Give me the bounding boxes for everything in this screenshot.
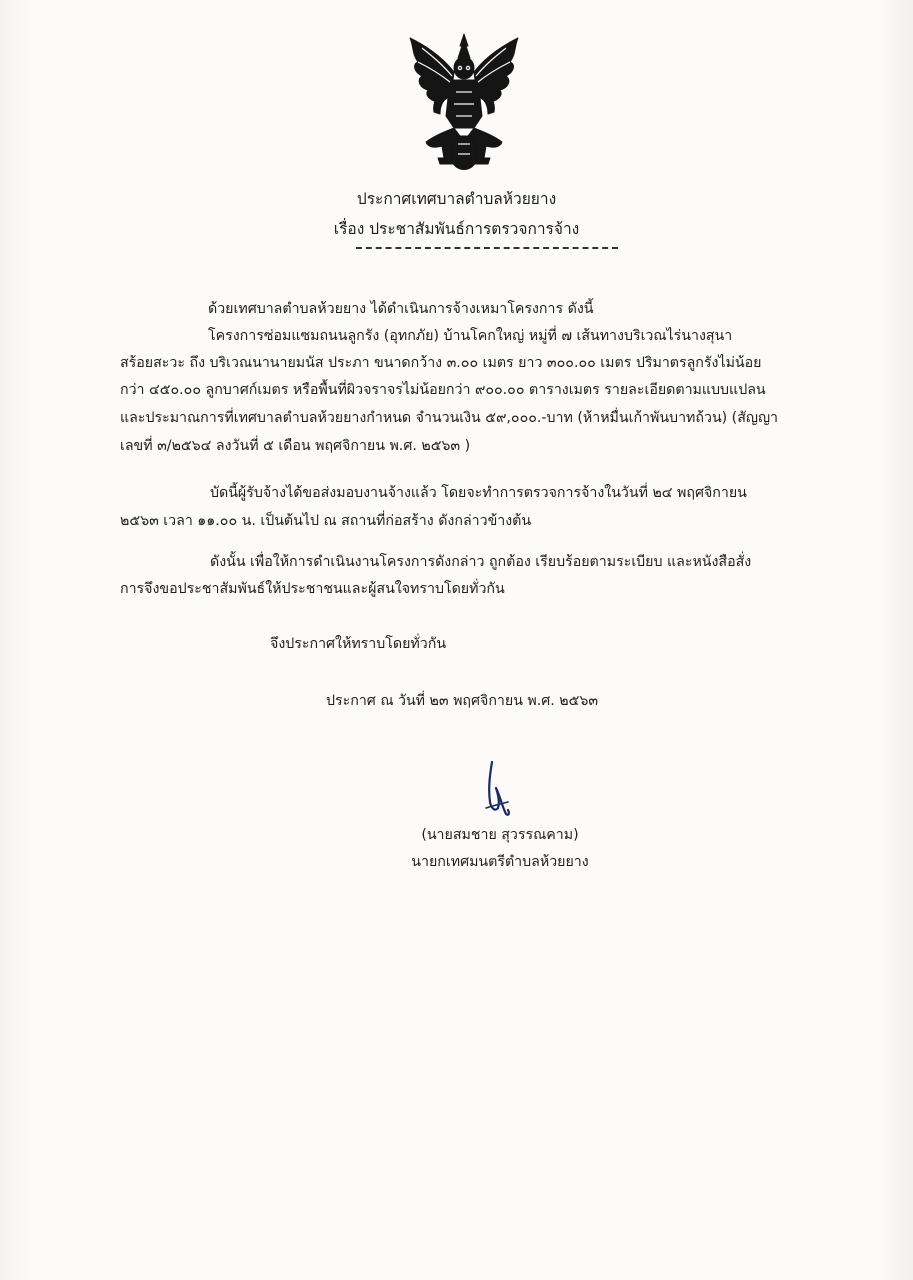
- paragraph-line: กว่า ๔๕๐.๐๐ ลูกบาศก์เมตร หรือพื้นที่ผิวจราจรไม่น้อยกว่า ๙๐๐.๐๐ ตารางเมตร รายละเอียดตามแบบแปลน: [120, 382, 766, 398]
- announcement-date: ประกาศ ณ วันที่ ๒๓ พฤศจิกายน พ.ศ. ๒๕๖๓: [326, 693, 599, 709]
- header-divider: [356, 247, 618, 249]
- signatory-position: นายกเทศมนตรีตำบลห้วยยาง: [411, 854, 589, 870]
- paragraph-line: ด้วยเทศบาลตำบลห้วยยาง ได้ดำเนินการจ้างเหมาโครงการ ดังนี้: [208, 301, 594, 317]
- paragraph-line: และประมาณการที่เทศบาลตำบลห้วยยางกำหนด จำนวนเงิน ๕๙,๐๐๐.-บาท (ห้าหมื่นเก้าพันบาทถ้วน) (สัญญา: [120, 410, 779, 426]
- paragraph-line: ดังนั้น เพื่อให้การดำเนินงานโครงการดังกล่าว ถูกต้อง เรียบร้อยตามระเบียบ และหนังสือสั่ง: [210, 554, 752, 570]
- paragraph-line: การจึงขอประชาสัมพันธ์ให้ประชาชนและผู้สนใจทราบโดยทั่วกัน: [120, 581, 505, 597]
- paragraph-line: บัดนี้ผู้รับจ้างได้ขอส่งมอบงานจ้างแล้ว โดยจะทำการตรวจการจ้างในวันที่ ๒๔ พฤศจิกายน: [210, 485, 747, 501]
- paragraph-line: เลขที่ ๓/๒๕๖๔ ลงวันที่ ๕ เดือน พฤศจิกายน พ.ศ. ๒๕๖๓ ): [120, 438, 471, 454]
- paragraph-line: สร้อยสะวะ ถึง บริเวณนานายมนัส ประภา ขนาดกว้าง ๓.๐๐ เมตร ยาว ๓๐๐.๐๐ เมตร ปริมาตรลูกรังไม่น้อย: [120, 355, 762, 371]
- announcement-title: ประกาศเทศบาลตำบลห้วยยาง: [356, 190, 557, 208]
- closing-statement: จึงประกาศให้ทราบโดยทั่วกัน: [270, 636, 447, 652]
- paragraph-line: ๒๕๖๓ เวลา ๑๑.๐๐ น. เป็นต้นไป ณ สถานที่ก่อสร้าง ดังกล่าวข้างต้น: [120, 513, 532, 529]
- announcement-subject: เรื่อง ประชาสัมพันธ์การตรวจการจ้าง: [333, 220, 580, 238]
- signatory-name: (นายสมชาย สุวรรณคาม): [421, 827, 579, 843]
- garuda-emblem-icon: [404, 32, 524, 178]
- paragraph-line: โครงการซ่อมแซมถนนลูกรัง (อุทกภัย) บ้านโคกใหญ่ หมู่ที่ ๗ เส้นทางบริเวณไร่นางสุนา: [208, 328, 733, 344]
- handwritten-signature-icon: [478, 758, 518, 822]
